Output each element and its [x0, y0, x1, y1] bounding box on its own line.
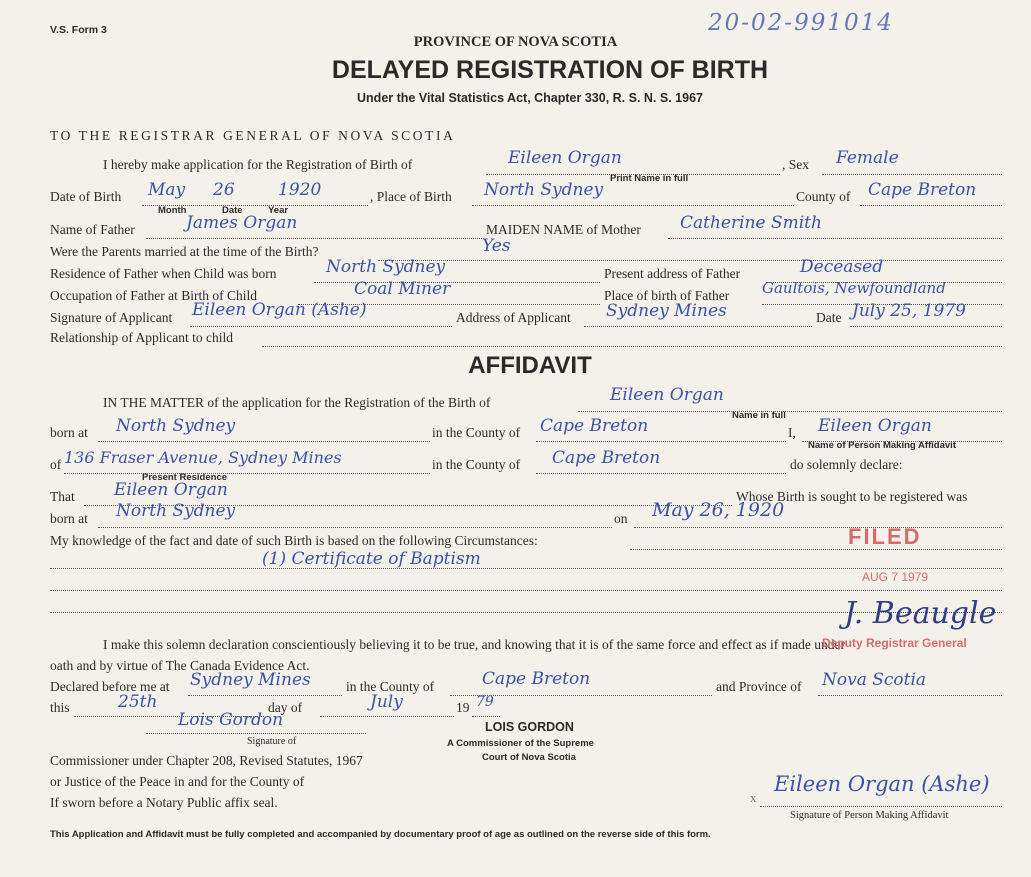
province-heading: PROVINCE OF NOVA SCOTIA [413, 34, 618, 50]
commissioner-line: Commissioner under Chapter 208, Revised Statutes, 1967 [50, 753, 363, 768]
residence-father-label: Residence of Father when Child was born [50, 266, 277, 281]
whose-birth-label: Whose Birth is sought to be registered was [736, 489, 968, 504]
filed-stamp-date: AUG 7 1979 [862, 570, 929, 584]
occupation-value: Coal Miner [354, 279, 451, 299]
knowledge-label: My knowledge of the fact and date of such Birth is based on the following Circumstances: [50, 533, 538, 548]
matter-label: IN THE MATTER of the application for the Registration of the Birth of [103, 395, 491, 410]
married-label: Were the Parents married at the time of the Birth? [50, 244, 319, 259]
province-value: Nova Scotia [822, 670, 927, 690]
present-address-label: Present address of Father [604, 266, 741, 281]
page-title: DELAYED REGISTRATION OF BIRTH [331, 56, 769, 84]
married-value: Yes [482, 236, 511, 256]
occupation-label: Occupation of Father at Birth of Child [50, 288, 257, 303]
declare-label: do solemnly declare: [790, 457, 903, 472]
day-of-label: day of [268, 700, 303, 715]
province-label: and Province of [716, 679, 802, 694]
matter-name-value: Eileen Organ [610, 385, 724, 405]
registrar-signature: J. Beaugle [844, 596, 997, 631]
that-label: That [50, 489, 75, 504]
signature-of-label: Signature of [247, 736, 297, 747]
month-value: July [370, 692, 403, 712]
dob-day: 26 [213, 180, 235, 200]
date-value-app: July 25, 1979 [852, 301, 966, 321]
declared-county-value: Cape Breton [482, 669, 591, 689]
registrar-title-stamp: Deputy Registrar General [822, 636, 967, 650]
declared-label: Declared before me at [50, 679, 170, 694]
pob-value: North Sydney [484, 180, 604, 200]
page-subtitle: Under the Vital Statistics Act, Chapter 330, R. S. N. S. 1967 [357, 91, 703, 105]
declared-county-label: in the County of [346, 679, 435, 694]
signature-label: Signature of Applicant [50, 310, 173, 325]
county-label: County of [796, 189, 851, 204]
on-label: on [614, 511, 628, 526]
present-address-value: Deceased [800, 257, 884, 277]
of-label: of [50, 457, 62, 472]
year-suffix-value: 79 [476, 694, 494, 710]
dob-year: 1920 [278, 180, 322, 200]
in-county2-value: Cape Breton [552, 448, 661, 468]
father-value: James Organ [186, 213, 298, 233]
justice-line: or Justice of the Peace in and for the County of [50, 774, 305, 789]
declaration-line-2: oath and by virtue of The Canada Evidence Act. [50, 658, 310, 673]
in-county2-label: in the County of [432, 457, 521, 472]
this-day-value: 25th [118, 692, 158, 712]
date-label: Date [222, 205, 243, 216]
county-value: Cape Breton [868, 180, 977, 200]
affidavit-heading: AFFIDAVIT [468, 352, 592, 379]
father-birthplace-label: Place of birth of Father [604, 288, 730, 303]
relationship-label: Relationship of Applicant to child [50, 330, 233, 345]
father-birthplace-value: Gaultois, Newfoundland [762, 279, 946, 297]
commissioner-stamp-name: LOIS GORDON [485, 720, 574, 734]
address-label: Address of Applicant [456, 310, 571, 325]
mother-label: MAIDEN NAME of Mother [486, 222, 641, 237]
in-county-label: in the County of [432, 425, 521, 440]
commissioner-stamp-court: Court of Nova Scotia [482, 752, 576, 763]
commissioner-signature: Lois Gordon [178, 710, 284, 730]
commissioner-stamp-title: A Commissioner of the Supreme [447, 738, 594, 749]
dob-month: May [148, 180, 186, 200]
sex-value: Female [836, 148, 899, 168]
circumstance-value: (1) Certificate of Baptism [262, 549, 481, 569]
form-number: V.S. Form 3 [50, 24, 107, 36]
filed-stamp: FILED [848, 524, 922, 549]
notary-line: If sworn before a Notary Public affix seal. [50, 795, 278, 810]
deponent-signature: Eileen Organ (Ashe) [774, 772, 990, 796]
this-label: this [50, 700, 70, 715]
deponent-x-mark: x [750, 790, 757, 805]
pob-label: , Place of Birth [370, 189, 452, 204]
on-date-value: May 26, 1920 [652, 499, 785, 521]
father-label: Name of Father [50, 222, 135, 237]
footer-note: This Application and Affidavit must be fully completed and accompanied by documentary proof of age as outlined on the reverse side of this form. [50, 829, 711, 840]
month-label: Month [158, 205, 187, 216]
in-county-value: Cape Breton [540, 416, 649, 436]
born-at2-label: born at [50, 511, 88, 526]
born-at-value: North Sydney [116, 416, 236, 436]
residence-note: Present Residence [142, 472, 228, 483]
deponent-note: Name of Person Making Affidavit [808, 440, 956, 451]
intro-label: I hereby make application for the Registration of Birth of [103, 157, 413, 172]
date-label-app: Date [816, 310, 842, 325]
registrar-address-line: TO THE REGISTRAR GENERAL OF NOVA SCOTIA [50, 128, 456, 143]
declaration-line-1: I make this solemn declaration conscientiously believing it to be true, and knowing that it is of the same force and effect as if made under [103, 637, 846, 652]
applicant-signature: Eileen Organ (Ashe) [192, 300, 367, 320]
born-at-label: born at [50, 425, 88, 440]
address-value: Sydney Mines [606, 301, 727, 321]
year-label: Year [268, 205, 289, 216]
born-at2-value: North Sydney [116, 501, 236, 521]
child-name-value: Eileen Organ [508, 148, 622, 168]
print-name-note: Print Name in full [610, 173, 689, 184]
that-name-value: Eileen Organ [114, 480, 228, 500]
residence-value: 136 Fraser Avenue, Sydney Mines [64, 448, 342, 467]
declared-place-value: Sydney Mines [190, 670, 311, 690]
i-label: I, [788, 425, 796, 440]
file-number: 20-02-991014 [708, 10, 894, 36]
sex-label: , Sex [782, 157, 809, 172]
residence-father-value: North Sydney [326, 257, 446, 277]
deponent-signature-label: Signature of Person Making Affidavit [790, 810, 949, 821]
dob-label: Date of Birth [50, 189, 122, 204]
name-in-full-note: Name in full [732, 410, 786, 421]
year-prefix: 19 [456, 700, 470, 715]
mother-value: Catherine Smith [680, 213, 822, 233]
deponent-value: Eileen Organ [818, 416, 932, 436]
